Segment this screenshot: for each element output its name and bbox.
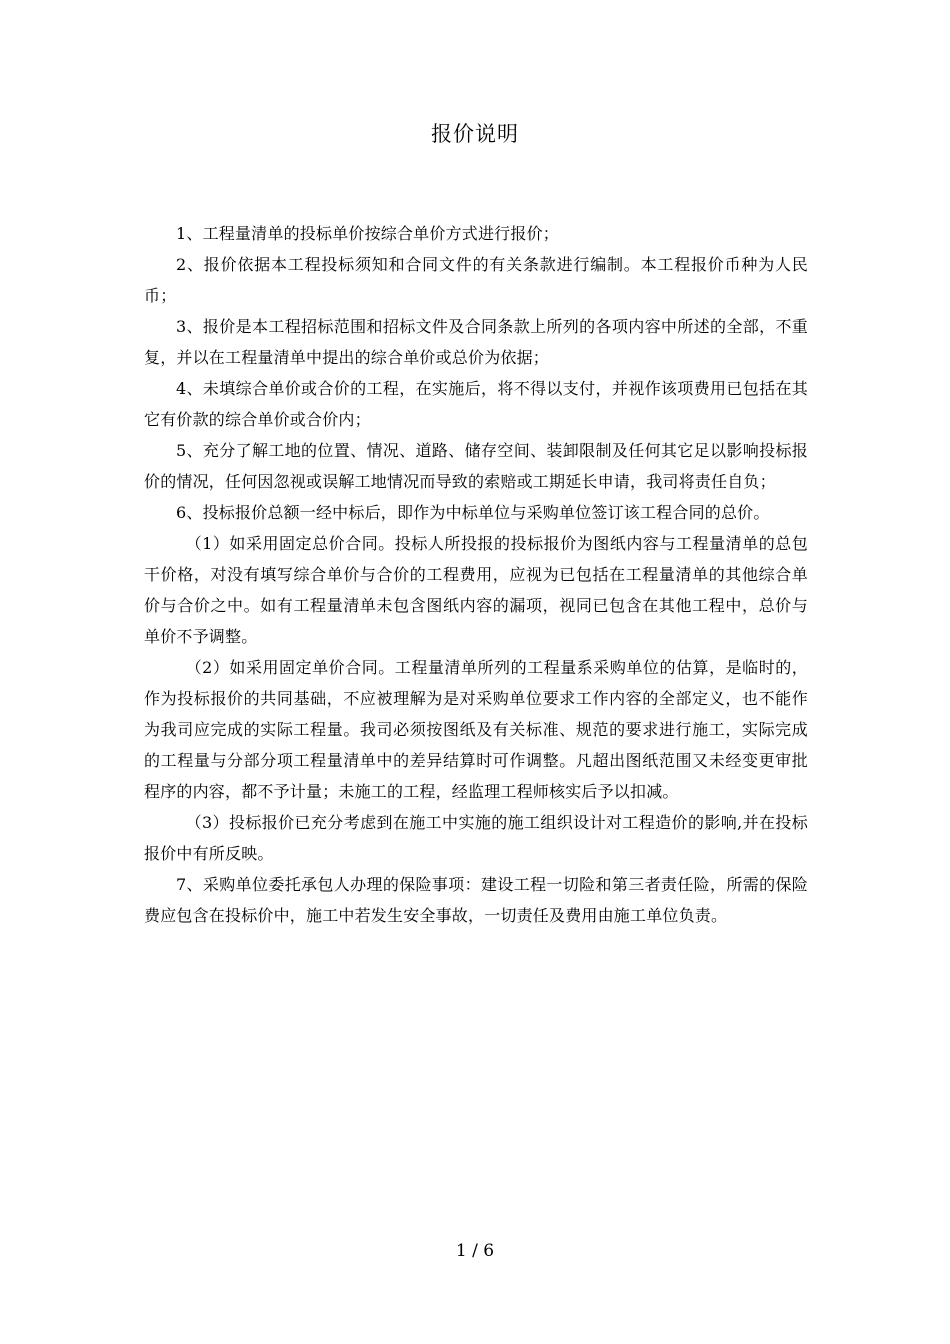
document-title: 报价说明 (431, 122, 519, 146)
paragraph-6-item-2: （2）如采用固定单价合同。工程量清单所列的工程量系采购单位的估算，是临时的，作为投标报价的共同基础，不应被理解为是对采购单位要求工作内容的全部定义，也不能作为我司应完成的实际工程量。我司必须按图纸及有关标准、规范的要求进行施工，实际完成的工程量与分部分项工程量清单中的差异结算时可作调整。凡超出图纸范围又未经变更审批程序的内容，都不予计量；未施工的工程，经监理工程师核实后予以扣减。 (144, 658, 808, 801)
paragraph-6-item-1: （1）如采用固定总价合同。投标人所投报的投标报价为图纸内容与工程量清单的总包干价格，对没有填写综合单价与合价的工程费用，应视为已包括在工程量清单的其他综合单价与合价之中。如有工程量清单未包含图纸内容的漏项，视同已包含在其他工程中，总价与单价不予调整。 (144, 534, 808, 646)
document-body (144, 218, 808, 931)
page-number: 1 / 6 (455, 1241, 495, 1261)
paragraph-7: 7、采购单位委托承包人办理的保险事项：建设工程一切险和第三者责任险，所需的保险费应包含在投标价中，施工中若发生安全事故，一切责任及费用由施工单位负责。 (144, 875, 808, 925)
paragraph-2: 2、报价依据本工程投标须知和合同文件的有关条款进行编制。本工程报价币种为人民币； (144, 255, 808, 305)
paragraph-6-item-3: （3）投标报价已充分考虑到在施工中实施的施工组织设计对工程造价的影响,并在投标报价中有所反映。 (144, 813, 808, 863)
paragraph-5: 5、充分了解工地的位置、情况、道路、储存空间、装卸限制及任何其它足以影响投标报价的情况，任何因忽视或误解工地情况而导致的索赔或工期延长申请，我司将责任自负； (144, 441, 808, 491)
paragraph-4: 4、未填综合单价或合价的工程，在实施后，将不得以支付，并视作该项费用已包括在其它有价款的综合单价或合价内； (144, 379, 808, 429)
paragraph-3: 3、报价是本工程招标范围和招标文件及合同条款上所列的各项内容中所述的全部，不重复，并以在工程量清单中提出的综合单价或总价为依据； (144, 317, 808, 367)
paragraph-1: 1、工程量清单的投标单价按综合单价方式进行报价； (176, 224, 559, 243)
paragraph-6: 6、投标报价总额一经中标后，即作为中标单位与采购单位签订该工程合同的总价。 (176, 503, 770, 522)
